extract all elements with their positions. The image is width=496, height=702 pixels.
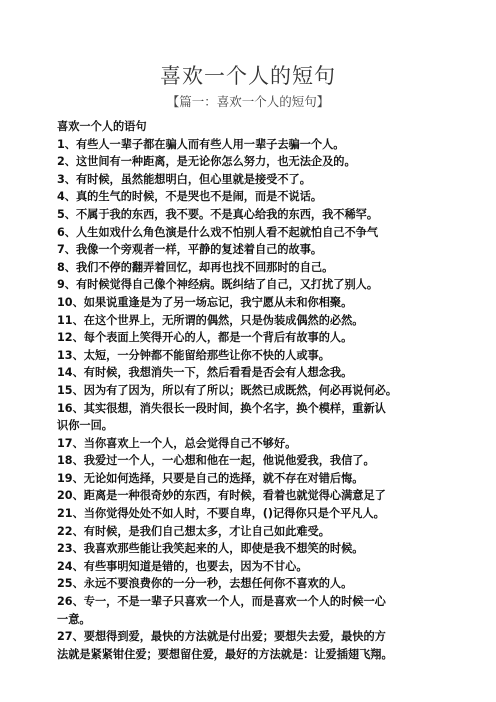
text-line: 1、有些人一辈子都在骗人而有些人用一辈子去骗一个人。: [57, 137, 345, 151]
text-line: 8、我们不停的翻弄着回忆，却再也找不回那时的自己。: [57, 260, 334, 274]
text-line: 12、每个表面上笑得开心的人，都是一个背后有故事的人。: [57, 331, 353, 345]
text-line: 14、有时候，我想消失一下，然后看看是否会有人想念我。: [57, 366, 353, 380]
text-line: 11、在这个世界上，无所谓的偶然，只是伪装成偶然的必然。: [57, 313, 364, 327]
text-line: 26、专一，不是一辈子只喜欢一个人，而是喜欢一个人的时候一心: [57, 595, 386, 609]
text-line: 21、当你觉得处处不如人时，不要自卑，()记得你只是个平凡人。: [57, 507, 385, 521]
text-line: 6、人生如戏什么角色演是什么戏不怕别人看不起就怕自己不争气: [57, 225, 379, 239]
text-line: 23、我喜欢那些能让我笑起来的人，即使是我不想笑的时候。: [57, 542, 364, 556]
text-line: 10、如果说重逢是为了另一场忘记，我宁愿从未和你相聚。: [57, 295, 353, 309]
text-line: 4、真的生气的时候，不是哭也不是闹，而是不说话。: [57, 190, 323, 204]
document-subtitle: 【篇一：喜欢一个人的短句】: [166, 94, 330, 109]
text-line: 17、当你喜欢上一个人，总会觉得自己不够好。: [57, 436, 297, 450]
text-line: 法就是紧紧钳住爱；要想留住爱，最好的方法就是：让爱插翅飞翔。: [57, 647, 393, 661]
text-line: 22、有时候，是我们自己想太多，才让自己如此难受。: [57, 524, 330, 538]
document-body: [57, 118, 449, 663]
text-line: 13、太短，一分钟都不能留给那些让你不快的人或事。: [57, 348, 330, 362]
text-line: 18、我爱过一个人，一心想和他在一起，他说他爱我，我信了。: [57, 454, 375, 468]
section-heading: 喜欢一个人的语句: [57, 120, 147, 133]
text-line: 19、无论如何选择，只要是自己的选择，就不存在对错后悔。: [57, 471, 364, 485]
text-line: 5、不属于我的东西，我不要。不是真心给我的东西，我不稀罕。: [57, 207, 379, 221]
text-line: 7、我像一个旁观者一样，平静的复述着自己的故事。: [57, 243, 323, 257]
text-line: 27、要想得到爱，最快的方法就是付出爱；要想失去爱，最快的方: [57, 630, 386, 644]
text-line: 9、有时候觉得自己像个神经病。既纠结了自己，又打扰了别人。: [57, 278, 379, 292]
text-line: 3、有时候，虽然能想明白，但心里就是接受不了。: [57, 172, 311, 186]
text-line: 2、这世间有一种距离，是无论你怎么努力，也无法企及的。: [57, 155, 356, 169]
text-line: 一意。: [57, 612, 91, 626]
text-line: 24、有些事明知道是错的，也要去，因为不甘心。: [57, 559, 308, 573]
text-line: 15、因为有了因为，所以有了所以；既然已成既然，何必再说何必。: [57, 383, 398, 397]
text-line: 20、距离是一种很奇妙的东西，有时候，看着也就觉得心满意足了: [57, 489, 386, 503]
text-line: 16、其实很想，消失很长一段时间，换个名字，换个模样，重新认: [57, 401, 386, 415]
text-line: 25、永远不要浪费你的一分一秒，去想任何你不喜欢的人。: [57, 577, 353, 591]
text-line: 识你一回。: [57, 419, 113, 433]
document-title: 喜欢一个人的短句: [160, 64, 336, 88]
